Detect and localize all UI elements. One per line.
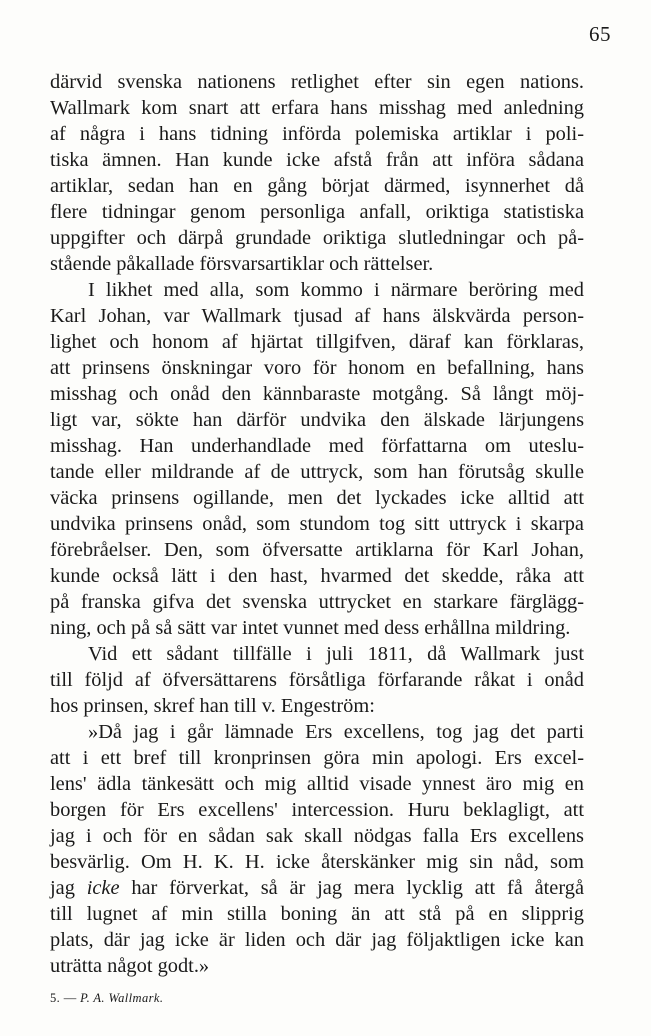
text-line: lens' ädla tänkesätt och mig alltid visade ynnest äro mig en [50, 773, 584, 795]
text-line: förebråelser. Den, som öfversatte artiklarna för Karl Johan, [50, 539, 584, 561]
text-line: borgen för Ers excellens' intercession. Huru beklagligt, att [50, 799, 584, 821]
sheet-number: 5. — [50, 991, 77, 1005]
text-line: Wallmark kom snart att erfara hans misshag med anledning [50, 97, 584, 119]
text-line: att prinsens önskningar voro för honom en befallning, hans [50, 357, 584, 379]
text-line: misshag och onåd den kännbaraste motgång. Så långt möj- [50, 383, 584, 405]
page-number: 65 [589, 22, 611, 46]
book-title: P. A. Wallmark. [80, 991, 164, 1005]
text-line: kunde också lätt i den hast, hvarmed det skedde, råka att [50, 565, 584, 587]
text-line: I likhet med alla, som kommo i närmare beröring med [88, 279, 584, 301]
text-line: att i ett bref till kronprinsen göra min apologi. Ers excel- [50, 747, 584, 769]
text-line: hos prinsen, skref han till v. Engeström: [50, 695, 375, 717]
text-line: artiklar, sedan han en gång börjat därmed, isynnerhet då [50, 175, 584, 197]
signature-mark [50, 990, 163, 1006]
text-line: ligt var, sökte han därför undvika den älskade lärjungens [50, 409, 584, 431]
text-line: väcka prinsens ogillande, men det lyckades icke alltid att [50, 487, 584, 509]
text-line: undvika prinsens onåd, som stundom tog sitt uttryck i skarpa [50, 513, 584, 535]
text-line: »Då jag i går lämnade Ers excellens, tog jag det parti [88, 721, 584, 743]
text-line: tiska ämnen. Han kunde icke afstå från att införa sådana [50, 149, 584, 171]
emphasized-word: icke [86, 877, 120, 899]
text-line: lighet och honom af hjärtat tillgifven, däraf kan förklaras, [50, 331, 584, 353]
text-line: jag i och för en sådan sak skall nödgas falla Ers excellens [50, 825, 584, 847]
text-fragment: har förverkat, så är jag mera lycklig att få återgå [119, 877, 584, 899]
text-line: plats, där jag icke är liden och där jag följaktligen icke kan [50, 929, 584, 951]
text-line: ning, och på så sätt var intet vunnet med dess erhållna mildring. [50, 617, 571, 639]
text-line: därvid svenska nationens retlighet efter sin egen nations. [50, 71, 584, 93]
text-line: besvärlig. Om H. K. H. icke återskänker mig sin nåd, som [50, 851, 584, 873]
text-line: misshag. Han underhandlade med författarna om uteslu- [50, 435, 584, 457]
text-line: af några i hans tidning införda polemiska artiklar i poli- [50, 123, 584, 145]
text-line: uträtta något godt.» [50, 955, 210, 977]
text-line: uppgifter och därpå grundade oriktiga slutledningar och på- [50, 227, 584, 249]
text-fragment: jag [50, 877, 87, 899]
text-line: flere tidningar genom personliga anfall, oriktiga statistiska [50, 201, 584, 223]
text-line: tande eller mildrande af de uttryck, som han förutsåg skulle [50, 461, 584, 483]
text-line: på franska gifva det svenska uttrycket en starkare färglägg- [50, 591, 584, 613]
text-line: stående påkallade försvarsartiklar och rättelser. [50, 253, 434, 275]
text-line [50, 876, 584, 900]
text-line: till följd af öfversättarens försåtliga förfarande råkat i onåd [50, 669, 584, 691]
text-line: Vid ett sådant tillfälle i juli 1811, då Wallmark just [88, 643, 584, 665]
text-line: Karl Johan, var Wallmark tjusad af hans älskvärda person- [50, 305, 584, 327]
text-line: till lugnet af min stilla boning än att stå på en slipprig [50, 903, 584, 925]
